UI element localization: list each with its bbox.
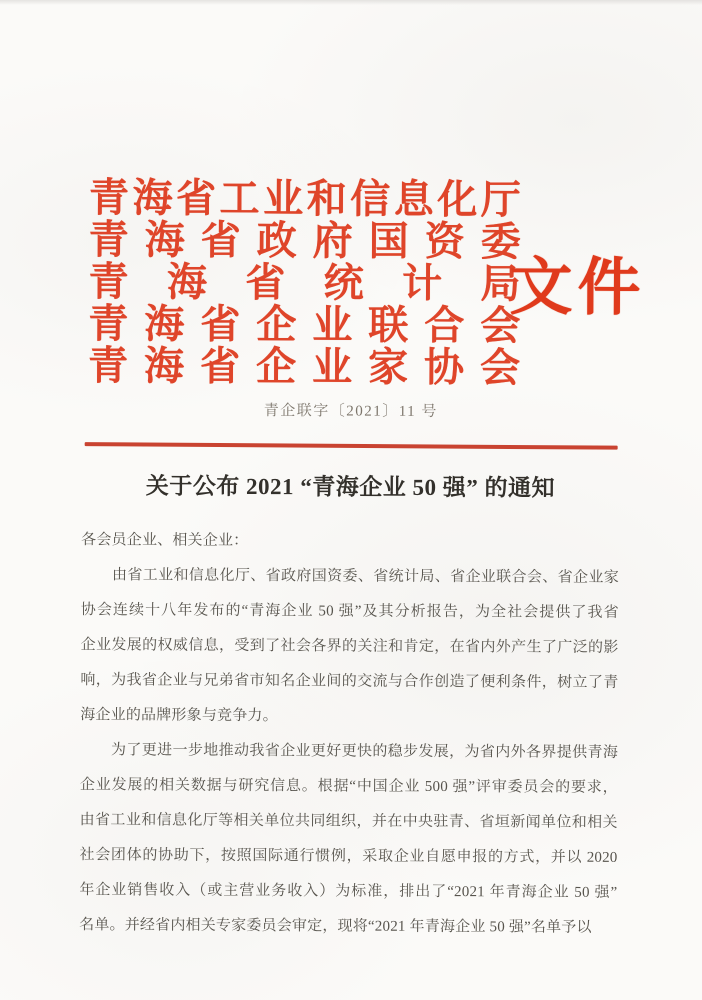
body-line: 由省工业和信息化厅等相关单位共同组织，并在中央驻青、省垣新闻单位和相关: [79, 812, 618, 831]
letterhead-org-name-3: 青 海 省 统 计 局: [88, 259, 521, 307]
letterhead: [88, 177, 521, 389]
body-line: 社会团体的协助下，按照国际通行惯例，采取企业自愿申报的方式，并以 2020: [79, 847, 618, 866]
letterhead-org-name-1: 青 海 省 工 业 和 信 息 化 厅: [88, 175, 521, 223]
body-line: 企业发展的权威信息，受到了社会各界的关注和肯定，在省内外产生了广泛的影: [80, 637, 619, 656]
red-separator-line: [85, 442, 618, 450]
body-line: 海企业的品牌形象与竞争力。: [80, 707, 278, 725]
document-body: [79, 523, 619, 946]
body-line: 企业发展的相关数据与研究信息。根据“中国企业 500 强”评审委员会的要求，: [79, 777, 618, 796]
letterhead-org-name-4: 青 海 省 企 业 联 合 会: [88, 301, 521, 349]
letterhead-org-name-5: 青 海 省 企 业 家 协 会: [87, 343, 521, 391]
document-title: 关于公布 2021 “青海企业 50 强” 的通知: [145, 473, 556, 501]
body-line: 响，为我省企业与兄弟省市知名企业间的交流与合作创造了便利条件，树立了青: [80, 672, 619, 691]
document-number: 青企联字〔2021〕11 号: [263, 403, 438, 420]
document-type-label: 文件: [509, 252, 646, 324]
body-line: 名单。并经省内相关专家委员会审定，现将“2021 年青海企业 50 强”名单予以: [79, 917, 592, 936]
body-line: 由省工业和信息化厅、省政府国资委、省统计局、省企业联合会、省企业家: [111, 567, 620, 586]
body-line: 为了更进一步地推动我省企业更好更快的稳步发展，为省内外各界提供青海: [111, 742, 619, 761]
body-line: 协会连续十八年发布的“青海企业 50 强”及其分析报告，为全社会提供了我省: [80, 602, 619, 621]
letterhead-org-name-2: 青 海 省 政 府 国 资 委: [88, 217, 521, 265]
body-line: 各会员企业、相关企业：: [81, 532, 249, 549]
body-line: 年企业销售收入（或主营业务收入）为标准，排出了“2021 年青海企业 50 强”: [79, 882, 618, 901]
